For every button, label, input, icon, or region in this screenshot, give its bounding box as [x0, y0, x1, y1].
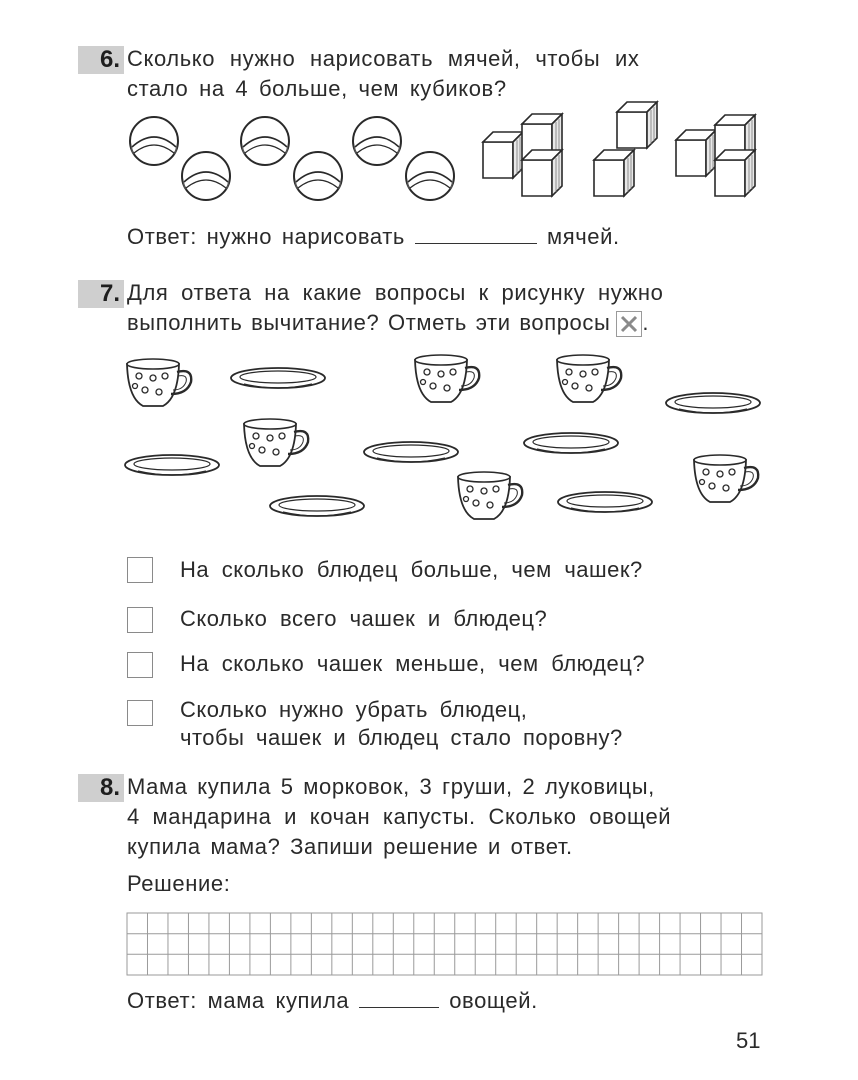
- cube-2: [522, 114, 562, 160]
- task-7-question-line2: выполнить вычитание? Отметь эти вопросы: [127, 310, 611, 335]
- cup-2: [415, 355, 479, 402]
- option-2-text: Сколько всего чашек и блюдец?: [180, 606, 548, 631]
- option-4-text-line1: Сколько нужно убрать блюдец,: [180, 697, 528, 722]
- saucer-6: [270, 496, 364, 516]
- cup-1: [127, 359, 191, 406]
- task-7-question-end: .: [642, 310, 650, 335]
- cube-4: [617, 102, 657, 148]
- ball-6: [406, 152, 454, 200]
- saucer-2: [666, 393, 760, 413]
- saucer-7: [558, 492, 652, 512]
- page-number: 51: [736, 1028, 761, 1053]
- task-6-answer-blank[interactable]: [415, 227, 537, 244]
- task-8-number: 8.: [78, 774, 124, 802]
- task-6-question-line2: стало на 4 больше, чем кубиков?: [127, 76, 507, 101]
- solution-grid: [127, 913, 762, 975]
- task-8-answer-prefix: Ответ: мама купила: [127, 988, 350, 1013]
- cube-7: [715, 115, 755, 161]
- option-1-checkbox[interactable]: [127, 557, 153, 583]
- task-6-question-line1: Сколько нужно нарисовать мячей, чтобы их: [127, 46, 640, 71]
- cube-8: [715, 150, 755, 196]
- ball-1: [130, 117, 178, 165]
- cup-6: [458, 472, 522, 519]
- ball-2: [182, 152, 230, 200]
- cup-5: [694, 455, 758, 502]
- task-8-question-line3: купила мама? Запиши решение и ответ.: [127, 834, 573, 859]
- ball-3: [241, 117, 289, 165]
- task-8-question-line1: Мама купила 5 морковок, 3 груши, 2 луковицы,: [127, 774, 655, 799]
- task-7-question-line2-wrap: [127, 307, 649, 338]
- option-1-text: На сколько блюдец больше, чем чашек?: [180, 557, 643, 582]
- cube-6: [676, 130, 716, 176]
- cube-1: [483, 132, 523, 178]
- ball-5: [353, 117, 401, 165]
- cube-3: [522, 150, 562, 196]
- solution-label: Решение:: [127, 871, 231, 896]
- task-6-answer-prefix: Ответ: нужно нарисовать: [127, 224, 405, 249]
- task-8-question-line2: 4 мандарина и кочан капусты. Сколько овощей: [127, 804, 672, 829]
- option-3-checkbox[interactable]: [127, 652, 153, 678]
- saucer-4: [364, 442, 458, 462]
- option-4-text-line2: чтобы чашек и блюдец стало поровну?: [180, 725, 623, 750]
- task-8-answer-suffix: овощей.: [449, 988, 538, 1013]
- check-mark-example-icon: [616, 311, 642, 337]
- option-4-checkbox[interactable]: [127, 700, 153, 726]
- task-6-answer-suffix: мячей.: [546, 224, 620, 249]
- cup-3: [557, 355, 621, 402]
- option-3-text: На сколько чашек меньше, чем блюдец?: [180, 651, 646, 676]
- task-6-number: 6.: [78, 46, 124, 74]
- saucer-5: [524, 433, 618, 453]
- task-8-answer-blank[interactable]: [359, 991, 439, 1008]
- task-7-question-line1: Для ответа на какие вопросы к рисунку нужно: [127, 280, 664, 305]
- option-2-checkbox[interactable]: [127, 607, 153, 633]
- cup-4: [244, 419, 308, 466]
- ball-4: [294, 152, 342, 200]
- saucer-3: [125, 455, 219, 475]
- task-8-answer: [127, 985, 538, 1016]
- saucer-1: [231, 368, 325, 388]
- task-7-number: 7.: [78, 280, 124, 308]
- task-6-answer: [127, 221, 620, 252]
- cube-5: [594, 150, 634, 196]
